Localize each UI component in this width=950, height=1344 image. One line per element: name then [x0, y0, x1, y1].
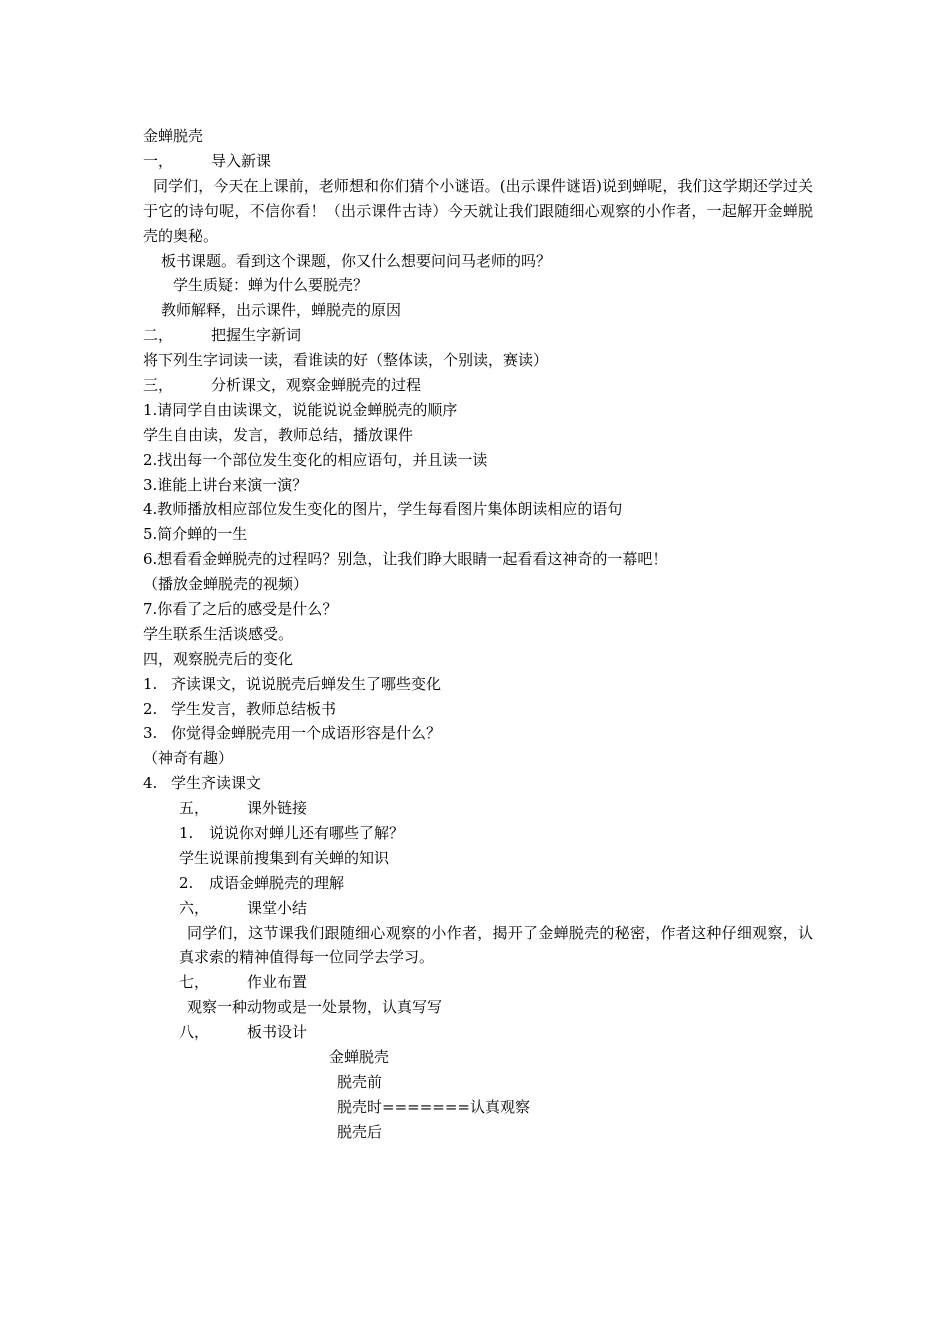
- section-heading-text: 作业布置: [247, 973, 308, 992]
- list-item: [143, 697, 813, 722]
- section-number: 二，: [143, 326, 174, 345]
- section-6-paragraph: 同学们，这节课我们跟随细心观察的小作者，揭开了金蝉脱壳的秘密，作者这种仔细观察，认真求索的精神值得每一位同学去学习。: [179, 923, 813, 967]
- section-heading-text: 课堂小结: [247, 898, 308, 917]
- section-number: 八，: [179, 1023, 210, 1042]
- section-3-heading: [143, 373, 813, 398]
- board-design-title: 金蝉脱壳: [329, 1048, 390, 1067]
- section-number: 五，: [179, 799, 210, 818]
- section-3-line: 2.找出每一个部位发生变化的相应语句，并且读一读: [143, 450, 488, 469]
- section-2-line: 将下列生字词读一读，看谁读的好（整体读，个别读，赛读）: [143, 351, 549, 370]
- section-3-line: 1.请同学自由读课文，说能说说金蝉脱壳的顺序: [143, 400, 458, 419]
- section-heading-text: 课外链接: [247, 799, 308, 818]
- section-heading-text: 把握生字新词: [211, 326, 302, 345]
- section-3-line: 学生自由读，发言，教师总结，播放课件: [143, 425, 414, 444]
- list-text: 学生发言，教师总结板书: [171, 699, 337, 718]
- list-text: 成语金蝉脱壳的理解: [209, 873, 345, 892]
- list-item: [143, 721, 813, 746]
- section-1-line: 学生质疑：蝉为什么要脱壳？: [173, 276, 369, 295]
- list-text: 你觉得金蝉脱壳用一个成语形容是什么？: [171, 724, 442, 743]
- list-text: 学生齐读课文: [171, 774, 262, 793]
- section-number: 三，: [143, 375, 174, 394]
- list-number: 1.: [179, 823, 194, 842]
- section-3-line: 学生联系生活谈感受。: [143, 624, 294, 643]
- section-3-line: （播放金蝉脱壳的视频）: [143, 575, 309, 594]
- section-1-line: 教师解释，出示课件，蝉脱壳的原因: [161, 301, 402, 320]
- list-number: 4.: [143, 774, 158, 793]
- list-item: [143, 672, 813, 697]
- section-4-note: （神奇有趣）: [143, 749, 234, 768]
- board-design-line: 脱壳时=======认真观察: [337, 1097, 530, 1116]
- list-item: [143, 771, 813, 796]
- section-number: 一，: [143, 151, 174, 170]
- section-number: 六，: [179, 898, 210, 917]
- list-item: [143, 821, 813, 846]
- section-2-heading: [143, 323, 813, 348]
- section-5-line: 学生说课前搜集到有关蝉的知识: [179, 848, 390, 867]
- section-3-line: 7.你看了之后的感受是什么？: [143, 599, 338, 618]
- document-title: 金蝉脱壳: [143, 127, 204, 145]
- section-1-heading: [143, 149, 813, 174]
- list-item: [143, 871, 813, 896]
- list-number: 2.: [179, 873, 194, 892]
- section-heading-text: 导入新课: [211, 151, 272, 170]
- section-3-line: 6.想看看金蝉脱壳的过程吗？别急，让我们睁大眼睛一起看看这神奇的一幕吧！: [143, 550, 668, 569]
- board-design-line: 脱壳前: [337, 1072, 383, 1091]
- section-3-line: 3.谁能上讲台来演一演？: [143, 475, 308, 494]
- section-3-line: 5.简介蝉的一生: [143, 525, 248, 544]
- section-3-line: 4.教师播放相应部位发生变化的图片，学生每看图片集体朗读相应的语句: [143, 500, 623, 519]
- section-7-line: 观察一种动物或是一处景物，认真写写: [187, 998, 443, 1017]
- section-8-heading: [143, 1020, 813, 1045]
- list-number: 2.: [143, 699, 158, 718]
- section-1-line: 板书课题。看到这个课题，你又什么想要问问马老师的吗？: [161, 251, 552, 270]
- section-1-paragraph: 同学们，今天在上课前，老师想和你们猜个小谜语。(出示课件谜语)说到蝉呢，我们这学期还学过关于它的诗句呢，不信你看！（出示课件古诗）今天就让我们跟随细心观察的小作者，一起解开金蝉脱壳的奥秘。: [143, 176, 813, 245]
- section-heading-text: 分析课文，观察金蝉脱壳的过程: [211, 375, 422, 394]
- section-number: 七，: [179, 973, 210, 992]
- list-text: 说说你对蝉儿还有哪些了解？: [209, 823, 405, 842]
- list-number: 3.: [143, 724, 158, 743]
- section-4-heading: 四，观察脱壳后的变化: [143, 649, 294, 668]
- document-body: [143, 124, 813, 1145]
- section-heading-text: 板书设计: [247, 1023, 308, 1042]
- section-6-heading: [143, 896, 813, 921]
- section-7-heading: [143, 970, 813, 995]
- board-design-line: 脱壳后: [337, 1122, 383, 1141]
- list-text: 齐读课文，说说脱壳后蝉发生了哪些变化: [171, 674, 442, 693]
- list-number: 1.: [143, 674, 158, 693]
- section-5-heading: [143, 796, 813, 821]
